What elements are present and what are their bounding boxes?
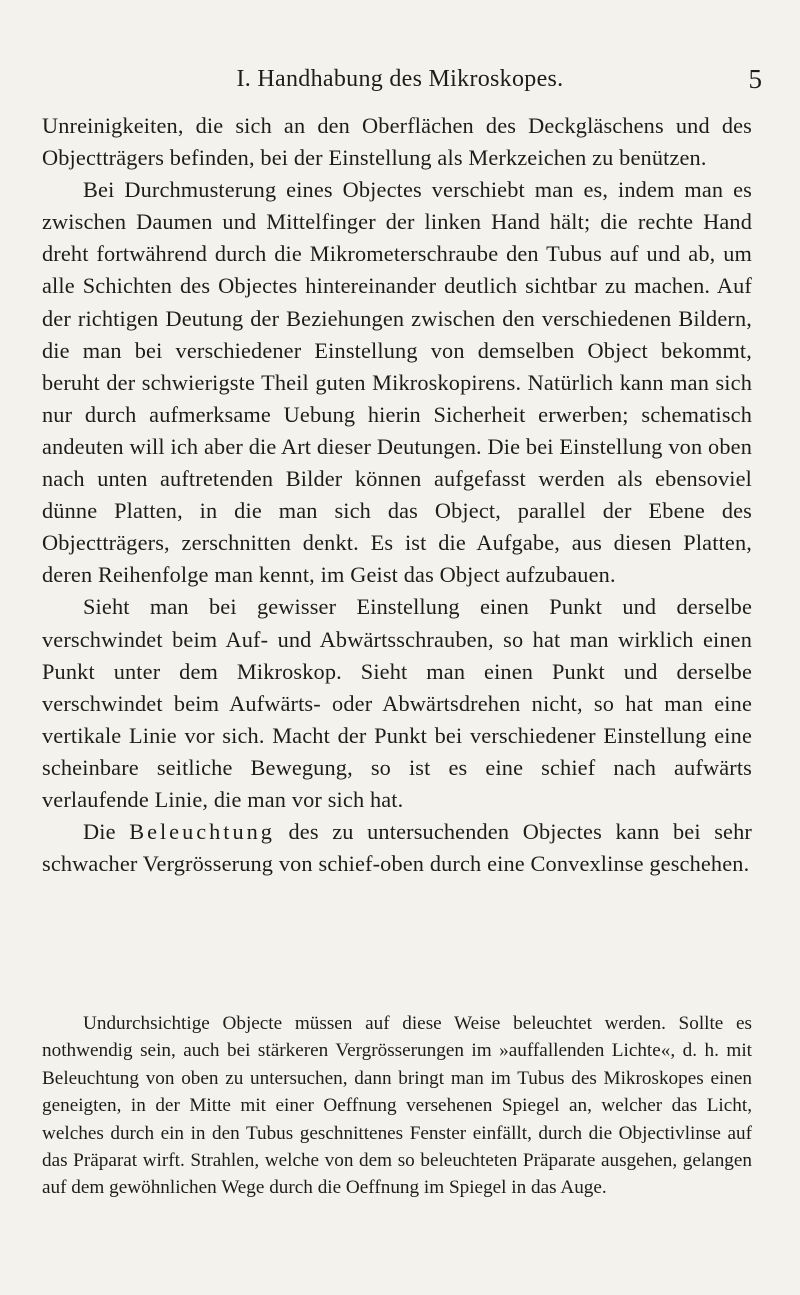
page-number: 5 [748, 64, 762, 94]
small-print-text [42, 1010, 752, 1202]
beleuchtung-lead: Die [83, 819, 116, 845]
paragraph-continuation: Unreinigkeiten, die sich an den Oberflächen des Deckgläschens und des Objectträgers befinden, bei der Einstellung als Merkzeichen zu benützen. [42, 113, 752, 171]
main-text [42, 110, 752, 880]
paragraph-undurchsichtige: Undurchsichtige Objecte müssen auf diese Weise beleuchtet werden. Sollte es nothwendig sein, auch bei stärkeren Vergrösserungen im »auffallenden Lichte«, d. h. mit Beleuchtung von oben zu untersuchen, dann bringt man im Tubus des Mikroskopes einen geneigten, in der Mitte mit einer Oeffnung versehenen Spiegel an, welcher das Licht, welches durch ein in den Tubus geschnittenes Fenster einfällt, durch die Objectivlinse auf das Präparat wirft. Strahlen, welche von dem so beleuchteten Präparate ausgehen, gelangen auf dem gewöhnlichen Wege durch die Oeffnung im Spiegel in das Auge. [42, 1013, 752, 1199]
running-title: I. Handhabung des Mikroskopes. [236, 66, 564, 92]
paragraph-durchmusterung: Bei Durchmusterung eines Objectes verschiebt man es, indem man es zwischen Daumen und Mittelfinger der linken Hand hält; die rechte Hand dreht fortwährend durch die Mikrometerschraube den Tubus auf und ab, um alle Schichten des Objectes hintereinander deutlich sichtbar zu machen. Auf der richtigen Deutung der Beziehungen zwischen den verschiedenen Bildern, die man bei verschiedener Einstellung von demselben Object bekommt, beruht der schwierigste Theil guten Mikroskopirens. Natürlich kann man sich nur durch aufmerksame Uebung hierin Sicherheit erwerben; schematisch andeuten will ich aber die Art dieser Deutungen. Die bei Einstellung von oben nach unten auftretenden Bilder können aufgefasst werden als ebensoviel dünne Platten, in die man sich das Object, parallel der Ebene des Objectträgers, zerschnitten denkt. Es ist die Aufgabe, aus diesen Platten, deren Reihenfolge man kennt, im Geist das Object aufzubauen. [42, 177, 752, 588]
paragraph-punkt: Sieht man bei gewisser Einstellung einen Punkt und derselbe verschwindet beim Auf- und Abwärtsschrauben, so hat man wirklich einen Punkt unter dem Mikroskop. Sieht man einen Punkt und derselbe verschwindet beim Aufwärts- oder Abwärtsdrehen nicht, so hat man eine vertikale Linie vor sich. Macht der Punkt bei verschiedener Einstellung eine scheinbare seitliche Bewegung, so ist es eine schief nach aufwärts verlaufende Linie, die man vor sich hat. [42, 594, 752, 812]
beleuchtung-rest: des zu untersuchenden Objectes kann bei sehr schwacher Vergrösserung von schief-oben durch eine Convexlinse geschehen. [42, 819, 752, 877]
beleuchtung-term: Beleuchtung [129, 819, 275, 845]
running-head [38, 66, 762, 96]
paragraph-beleuchtung [42, 816, 752, 880]
